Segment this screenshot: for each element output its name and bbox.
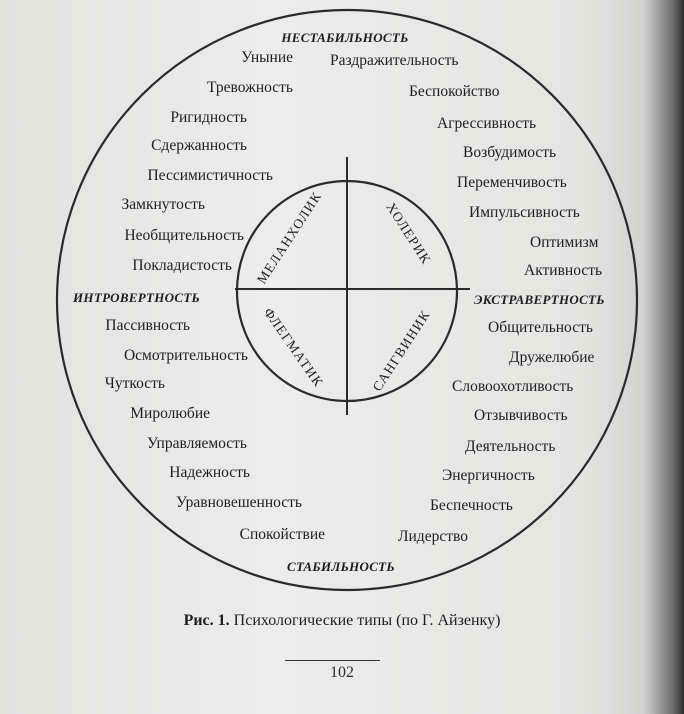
trait-label: Тревожность xyxy=(207,79,293,96)
page-number-rule xyxy=(285,660,380,661)
type-choleric: ХОЛЕРИК xyxy=(383,200,435,268)
trait-label: Дружелюбие xyxy=(509,349,595,366)
trait-label: Отзывчивость xyxy=(474,407,568,424)
trait-label: Общительность xyxy=(488,319,593,336)
trait-label: Оптимизм xyxy=(530,234,599,251)
trait-label: Осмотрительность xyxy=(123,347,248,364)
trait-label: Переменчивость xyxy=(457,174,567,191)
trait-label: Пессимистичность xyxy=(147,167,273,184)
trait-label: Раздражительность xyxy=(330,52,459,69)
page-number: 102 xyxy=(330,664,354,681)
trait-label: Пассивность xyxy=(105,317,190,334)
trait-label: Энергичность xyxy=(442,467,535,484)
trait-label: Возбудимость xyxy=(463,144,557,161)
axis-label-right: ЭКСТРАВЕРТНОСТЬ xyxy=(474,292,605,307)
trait-label: Уныние xyxy=(241,49,293,66)
trait-label: Беспечность xyxy=(430,497,513,514)
trait-label: Активность xyxy=(524,262,603,279)
type-sanguine: САНГВИНИК xyxy=(369,307,434,394)
trait-label: Беспокойство xyxy=(409,83,500,100)
trait-label: Необщительность xyxy=(124,227,244,244)
trait-label: Импульсивность xyxy=(469,204,580,221)
trait-label: Чуткость xyxy=(104,375,165,392)
axis-label-bottom: СТАБИЛЬНОСТЬ xyxy=(287,559,395,574)
trait-label: Надежность xyxy=(169,464,250,481)
trait-label: Управляемость xyxy=(146,435,247,452)
trait-label: Сдержанность xyxy=(151,137,247,154)
binding-shadow xyxy=(644,0,684,714)
axis-label-left: ИНТРОВЕРТНОСТЬ xyxy=(73,290,201,305)
axis-label-top: НЕСТАБИЛЬНОСТЬ xyxy=(281,30,409,45)
trait-label: Уравновешенность xyxy=(176,494,302,511)
type-phlegmatic: ФЛЕГМАТИК xyxy=(260,305,327,390)
trait-label: Покладистость xyxy=(132,257,232,274)
trait-label: Спокойствие xyxy=(239,526,325,543)
trait-label: Деятельность xyxy=(465,438,556,455)
type-melancholic: МЕЛАНХОЛИК xyxy=(253,188,325,287)
figure-caption-text: Психологические типы (по Г. Айзенку) xyxy=(233,612,501,629)
figure-caption xyxy=(0,612,684,630)
trait-label: Ригидность xyxy=(170,109,247,126)
trait-label: Миролюбие xyxy=(130,405,210,422)
trait-label: Замкнутость xyxy=(121,196,205,213)
trait-label: Агрессивность xyxy=(437,115,537,132)
figure-caption-label: Рис. 1. xyxy=(183,612,230,629)
trait-label: Словоохотливость xyxy=(452,378,574,395)
trait-label: Лидерство xyxy=(398,528,468,545)
